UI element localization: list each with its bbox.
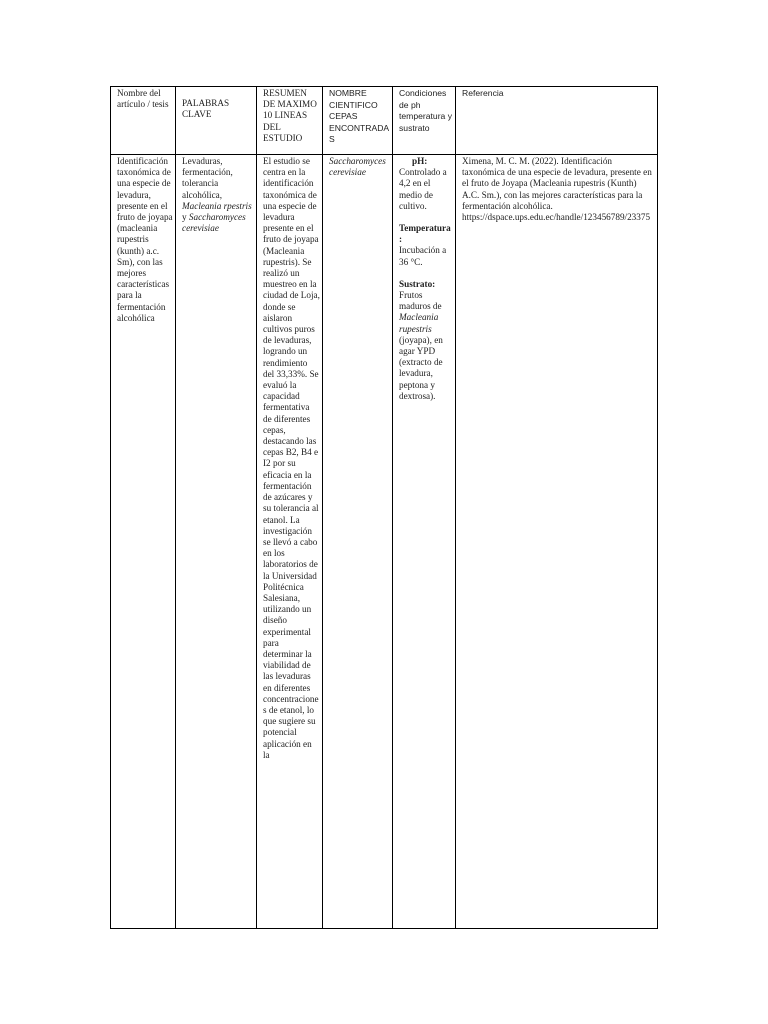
header-keywords: PALABRAS CLAVE xyxy=(176,87,257,155)
table-header-row xyxy=(111,87,658,155)
header-scientific-name: NOMBRE CIENTIFICO CEPAS ENCONTRADAS xyxy=(323,87,393,155)
table-row xyxy=(111,155,658,929)
research-table xyxy=(110,86,658,929)
header-summary: RESUMEN DE MAXIMO 10 LINEAS DEL ESTUDIO xyxy=(257,87,323,155)
cell-article-title: Identificación taxonómica de una especie de levadura, presente en el fruto de joyapa (macleania rupestris (kunth) a.c. Sm), con las mejores características para la fermentación alcohólica xyxy=(111,155,176,929)
ph-text: Controlado a 4,2 en el medio de cultivo. xyxy=(399,167,447,211)
cell-conditions xyxy=(393,155,456,929)
substrate-label: Sustrato: xyxy=(399,278,436,289)
temperature-text: Incubación a 36 °C. xyxy=(399,245,447,267)
cell-strains: Saccharomyces cerevisiae xyxy=(323,155,393,929)
ph-label: pH: xyxy=(412,156,428,166)
keyword-macleania: Macleania rpestris xyxy=(182,200,252,211)
substrate-detail: (joyapa), en agar YPD (extracto de levadura, peptona y dextrosa). xyxy=(399,334,443,401)
cell-reference: Ximena, M. C. M. (2022). Identificación taxonómica de una especie de levadura, presente en el fruto de Joyapa (Macleania rupestris (Kunth) A.C. Sm.), con las mejores características para la fermentación alcohólica. https://dspace.ups.edu.ec/handle/123456789/23375 xyxy=(456,155,658,929)
cell-keywords: Levaduras, fermentación, tolerancia alcohólica, Macleania rpestris y Saccharomyces cerevisiae xyxy=(176,155,257,929)
header-reference: Referencia xyxy=(456,87,658,155)
substrate-text: Frutos maduros de xyxy=(399,290,442,312)
cell-summary: El estudio se centra en la identificación taxonómica de una especie de levadura presente en el fruto de joyapa (Macleania rupestris). Se realizó un muestreo en la ciudad de Loja, donde se aislaron cultivos puros de levaduras, logrando un rendimiento del 33,33%. Se evaluó la capacidad fermentativa de diferentes cepas, destacando las cepas B2, B4 e I2 por su eficacia en la fermentación de azúcares y su tolerancia al etanol. La investigación se llevó a cabo en los laboratorios de la Universidad Politécnica Salesiana, utilizando un diseño experimental para determinar la viabilidad de las levaduras en diferentes concentraciones de etanol, lo que sugiere su potencial aplicación en la xyxy=(257,155,323,929)
header-article-name: Nombre del artículo / tesis xyxy=(111,87,176,155)
keyword-saccharomyces: Saccharomyces cerevisiae xyxy=(182,212,246,234)
temperature-label: Temperatura: xyxy=(399,223,451,245)
substrate-species: Macleania rupestris xyxy=(399,312,439,334)
header-conditions: Condiciones de ph temperatura y sustrato xyxy=(393,87,456,155)
